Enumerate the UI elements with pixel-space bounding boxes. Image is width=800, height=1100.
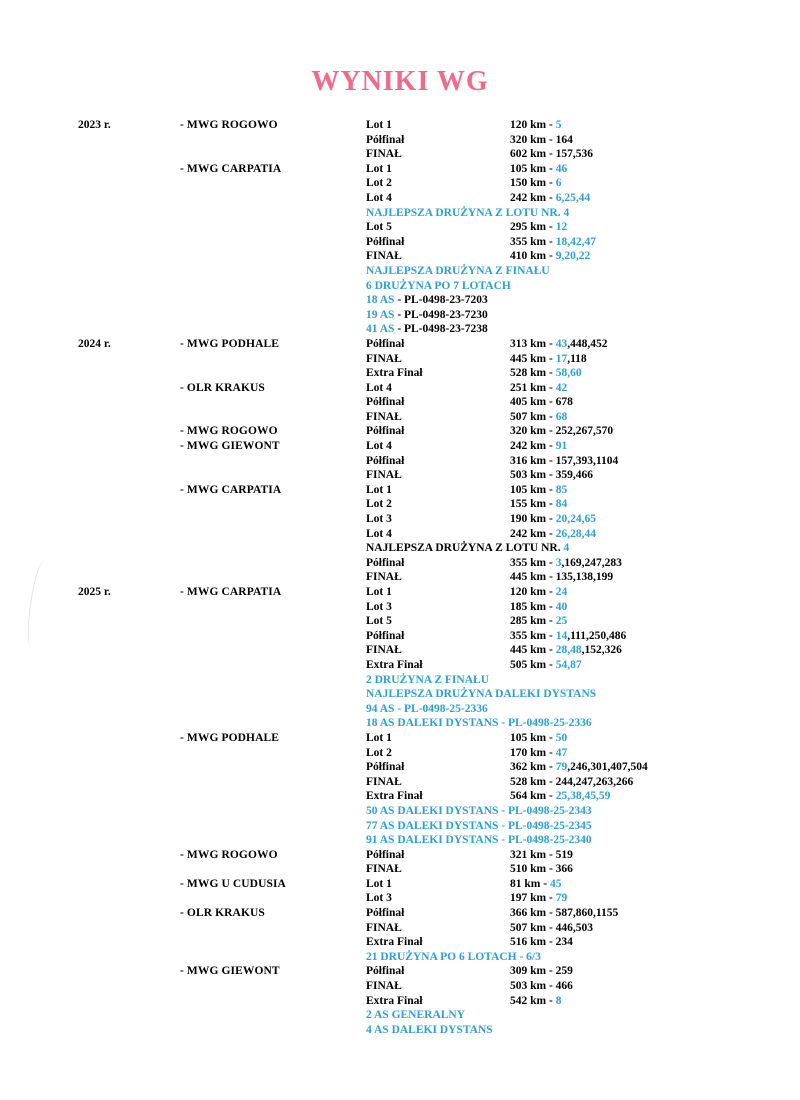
flight-label: Extra Finał xyxy=(366,994,423,1007)
result-prefix: 105 km - xyxy=(510,731,556,744)
result-row xyxy=(78,249,780,264)
result-value xyxy=(510,556,780,571)
flight-label: FINAŁ xyxy=(366,250,402,263)
club-label: - MWG CARPATIA xyxy=(180,483,282,496)
result-prefix: 197 km - xyxy=(510,892,556,905)
result-value xyxy=(510,862,780,877)
highlight-note: NAJLEPSZA DRUŻYNA Z FINAŁU xyxy=(366,264,550,277)
result-prefix: 503 km - 466 xyxy=(510,980,573,993)
flight-label: FINAŁ xyxy=(366,775,402,788)
result-prefix: 516 km - 234 xyxy=(510,936,573,949)
year-label: 2023 r. xyxy=(78,119,111,131)
result-row xyxy=(78,891,780,906)
result-prefix: 503 km - 359,466 xyxy=(510,469,594,482)
result-value xyxy=(510,366,780,381)
flight-label: Lot 2 xyxy=(366,498,392,511)
result-row xyxy=(78,702,780,717)
flight-label: Lot 1 xyxy=(366,586,392,598)
flight-label: Extra Finał xyxy=(366,936,423,949)
result-prefix: 505 km - xyxy=(510,658,556,671)
result-highlight: 58,60 xyxy=(555,367,582,380)
result-highlight: 85 xyxy=(555,483,568,496)
flight-label: Półfinał xyxy=(366,425,405,438)
flight-label: Półfinał xyxy=(366,396,405,409)
flight-label: Lot 1 xyxy=(366,877,392,890)
club-label: - MWG GIEWONT xyxy=(180,440,280,453)
result-suffix: ,111,250,486 xyxy=(567,629,627,642)
result-suffix: ,169,247,283 xyxy=(561,556,622,569)
result-value xyxy=(510,220,780,235)
result-prefix: 190 km - xyxy=(510,513,556,526)
result-row xyxy=(78,775,780,790)
result-row xyxy=(78,176,780,191)
result-row xyxy=(78,381,780,396)
flight-label: Półfinał xyxy=(366,337,405,350)
result-prefix: 120 km - xyxy=(510,119,556,131)
result-row xyxy=(78,483,780,498)
result-highlight: 40 xyxy=(555,600,568,613)
result-row xyxy=(78,614,780,629)
result-value xyxy=(510,527,780,542)
result-value xyxy=(510,162,780,177)
result-row xyxy=(78,424,780,439)
result-highlight: 9,20,22 xyxy=(555,250,591,263)
result-value xyxy=(510,439,780,454)
note-text-part: - PL-0498-23-7230 xyxy=(394,308,488,321)
result-prefix: 410 km - xyxy=(510,250,556,263)
result-row xyxy=(78,366,780,381)
result-row xyxy=(78,133,780,148)
club-label: - OLR KRAKUS xyxy=(180,381,265,394)
result-row xyxy=(78,556,780,571)
result-highlight: 14 xyxy=(555,629,568,642)
flight-label: Półfinał xyxy=(366,629,405,642)
flight-label: Półfinał xyxy=(366,454,405,467)
result-highlight: 54,87 xyxy=(555,658,582,671)
result-value xyxy=(510,643,780,658)
result-prefix: 445 km - xyxy=(510,352,556,365)
flight-label: Półfinał xyxy=(366,761,405,774)
result-value xyxy=(510,614,780,629)
result-row xyxy=(78,1023,780,1038)
result-prefix: 355 km - xyxy=(510,556,556,569)
result-value xyxy=(510,789,780,804)
result-highlight: 17 xyxy=(555,352,568,365)
highlight-note: 2 AS GENERALNY xyxy=(366,1009,466,1022)
result-prefix: 309 km - 259 xyxy=(510,965,573,978)
result-highlight: 8 xyxy=(555,994,562,1007)
result-row xyxy=(78,570,780,585)
result-row xyxy=(78,600,780,615)
highlight-note xyxy=(366,322,780,337)
result-value xyxy=(510,629,780,644)
result-row xyxy=(78,643,780,658)
result-value xyxy=(510,352,780,367)
highlight-note: NAJLEPSZA DRUŻYNA Z LOTU NR. 4 xyxy=(366,206,570,219)
result-row xyxy=(78,118,780,133)
highlight-note: 91 AS DALEKI DYSTANS - PL-0498-25-2340 xyxy=(366,834,592,847)
club-label: - MWG CARPATIA xyxy=(180,586,282,598)
result-value xyxy=(510,395,780,410)
result-prefix: 355 km - xyxy=(510,235,556,248)
highlight-note xyxy=(366,308,780,323)
result-value xyxy=(510,921,780,936)
result-row xyxy=(78,527,780,542)
result-value xyxy=(510,468,780,483)
highlight-note xyxy=(366,293,780,308)
flight-label: Półfinał xyxy=(366,556,405,569)
club-label: - OLR KRAKUS xyxy=(180,907,265,920)
result-row xyxy=(78,454,780,469)
result-highlight: 25,38,45,59 xyxy=(555,790,611,803)
flight-label: Lot 2 xyxy=(366,177,392,190)
result-value xyxy=(510,410,780,425)
result-highlight: 24 xyxy=(555,586,568,598)
result-row xyxy=(78,395,780,410)
flight-label: Lot 1 xyxy=(366,731,392,744)
result-value xyxy=(510,176,780,191)
club-label: - MWG ROGOWO xyxy=(180,119,278,131)
result-prefix: 316 km - 157,393,1104 xyxy=(510,454,619,467)
result-prefix: 320 km - 164 xyxy=(510,133,573,146)
flight-label: FINAŁ xyxy=(366,469,402,482)
result-value xyxy=(510,775,780,790)
result-suffix: ,118 xyxy=(567,352,587,365)
result-row xyxy=(78,979,780,994)
flight-label: Lot 3 xyxy=(366,513,392,526)
result-value xyxy=(510,848,780,863)
result-row xyxy=(78,760,780,775)
result-prefix: 445 km - 135,138,199 xyxy=(510,571,614,584)
result-prefix: 120 km - xyxy=(510,586,556,598)
result-row xyxy=(78,308,780,323)
result-highlight: 6,25,44 xyxy=(555,191,591,204)
result-value xyxy=(510,147,780,162)
club-label: - MWG PODHALE xyxy=(180,337,280,350)
result-row xyxy=(78,352,780,367)
result-prefix: 170 km - xyxy=(510,746,556,759)
flight-label: FINAŁ xyxy=(366,571,402,584)
result-prefix: 362 km - xyxy=(510,761,556,774)
flight-label: Lot 1 xyxy=(366,483,392,496)
result-prefix: 81 km - xyxy=(510,877,550,890)
result-row xyxy=(78,235,780,250)
result-highlight: 6 xyxy=(555,177,562,190)
highlight-note: NAJLEPSZA DRUŻYNA DALEKI DYSTANS xyxy=(366,688,597,701)
result-highlight: 12 xyxy=(555,221,568,234)
result-row xyxy=(78,1008,780,1023)
result-value xyxy=(510,964,780,979)
result-prefix: 602 km - 157,536 xyxy=(510,148,594,161)
result-value xyxy=(510,235,780,250)
result-prefix: 528 km - 244,247,263,266 xyxy=(510,775,634,788)
flight-label: FINAŁ xyxy=(366,352,402,365)
result-prefix: 542 km - xyxy=(510,994,556,1007)
result-row xyxy=(78,804,780,819)
result-prefix: 105 km - xyxy=(510,483,556,496)
note-text-part: - PL-0498-23-7238 xyxy=(394,323,488,336)
flight-label: Lot 1 xyxy=(366,119,392,131)
result-prefix: 251 km - xyxy=(510,381,556,394)
club-label: - MWG PODHALE xyxy=(180,731,280,744)
result-value xyxy=(510,600,780,615)
club-label: - MWG CARPATIA xyxy=(180,162,282,175)
note-highlight-part: 18 AS xyxy=(366,294,395,307)
result-suffix: ,152,326 xyxy=(581,644,622,657)
flight-label: Extra Finał xyxy=(366,658,423,671)
flight-label: FINAŁ xyxy=(366,980,402,993)
result-row xyxy=(78,921,780,936)
note-highlight-part: 19 AS xyxy=(366,308,395,321)
result-value xyxy=(510,570,780,585)
flight-label: Lot 1 xyxy=(366,162,392,175)
flight-label: Półfinał xyxy=(366,235,405,248)
flight-label: Extra Finał xyxy=(366,367,423,380)
result-value xyxy=(510,191,780,206)
result-row xyxy=(78,220,780,235)
result-value xyxy=(510,512,780,527)
result-value xyxy=(510,979,780,994)
result-row xyxy=(78,746,780,761)
result-row xyxy=(78,410,780,425)
note-text-part: NAJLEPSZA DRUŻYNA Z LOTU NR. xyxy=(366,542,564,555)
highlight-note: 21 DRUŻYNA PO 6 LOTACH - 6/3 xyxy=(366,950,541,963)
result-prefix: 285 km - xyxy=(510,615,556,628)
result-row xyxy=(78,162,780,177)
result-row xyxy=(78,147,780,162)
result-row xyxy=(78,468,780,483)
highlight-note: 94 AS - PL-0498-25-2336 xyxy=(366,702,488,715)
result-value xyxy=(510,877,780,892)
result-row xyxy=(78,731,780,746)
result-row xyxy=(78,541,780,556)
result-value xyxy=(510,483,780,498)
result-prefix: 405 km - 678 xyxy=(510,396,573,409)
result-row xyxy=(78,585,780,600)
result-highlight: 42 xyxy=(555,381,568,394)
result-prefix: 242 km - xyxy=(510,527,556,540)
result-highlight: 50 xyxy=(555,731,568,744)
result-row xyxy=(78,950,780,965)
flight-label: Extra Finał xyxy=(366,790,423,803)
result-prefix: 445 km - xyxy=(510,644,556,657)
club-label: - MWG GIEWONT xyxy=(180,965,280,978)
result-value xyxy=(510,935,780,950)
result-highlight: 79 xyxy=(555,761,568,774)
note-highlight-part: 41 AS xyxy=(366,323,395,336)
highlight-note: 50 AS DALEKI DYSTANS - PL-0498-25-2343 xyxy=(366,804,592,817)
result-row xyxy=(78,191,780,206)
result-value xyxy=(510,585,780,600)
result-row xyxy=(78,673,780,688)
flight-label: Lot 4 xyxy=(366,527,392,540)
result-row xyxy=(78,848,780,863)
flight-label: FINAŁ xyxy=(366,644,402,657)
result-highlight: 25 xyxy=(555,615,568,628)
result-highlight: 84 xyxy=(555,498,568,511)
result-row xyxy=(78,862,780,877)
result-value xyxy=(510,249,780,264)
result-highlight: 26,28,44 xyxy=(555,527,596,540)
result-row xyxy=(78,279,780,294)
result-prefix: 366 km - 587,860,1155 xyxy=(510,907,619,920)
result-row xyxy=(78,789,780,804)
result-row xyxy=(78,293,780,308)
result-highlight: 46 xyxy=(555,162,568,175)
result-prefix: 150 km - xyxy=(510,177,556,190)
highlight-note xyxy=(366,541,780,556)
note-highlight-part: 4 xyxy=(563,542,570,555)
year-label: 2024 r. xyxy=(78,337,111,350)
flight-label: Półfinał xyxy=(366,848,405,861)
result-suffix: ,448,452 xyxy=(567,337,608,350)
result-highlight: 20,24,65 xyxy=(555,513,596,526)
result-prefix: 507 km - xyxy=(510,410,556,423)
result-value xyxy=(510,381,780,396)
result-row xyxy=(78,322,780,337)
result-highlight: 5 xyxy=(555,119,562,131)
result-highlight: 43 xyxy=(555,337,568,350)
result-highlight: 45 xyxy=(549,877,562,890)
highlight-note: 77 AS DALEKI DYSTANS - PL-0498-25-2345 xyxy=(366,819,592,832)
highlight-note: 18 AS DALEKI DYSTANS - PL-0498-25-2336 xyxy=(366,717,592,730)
result-prefix: 564 km - xyxy=(510,790,556,803)
year-label: 2025 r. xyxy=(78,586,111,598)
result-prefix: 355 km - xyxy=(510,629,556,642)
result-row xyxy=(78,994,780,1009)
result-row xyxy=(78,877,780,892)
result-value xyxy=(510,760,780,775)
result-row xyxy=(78,264,780,279)
result-row xyxy=(78,206,780,221)
flight-label: Lot 5 xyxy=(366,221,392,234)
note-text-part: - PL-0498-23-7203 xyxy=(394,294,488,307)
result-value xyxy=(510,454,780,469)
result-prefix: 242 km - xyxy=(510,440,556,453)
result-row xyxy=(78,935,780,950)
result-suffix: ,246,301,407,504 xyxy=(567,761,648,774)
result-highlight: 47 xyxy=(555,746,568,759)
flight-label: Półfinał xyxy=(366,965,405,978)
flight-label: Lot 3 xyxy=(366,600,392,613)
flight-label: FINAŁ xyxy=(366,148,402,161)
result-row xyxy=(78,497,780,512)
flight-label: FINAŁ xyxy=(366,863,402,876)
result-value xyxy=(510,731,780,746)
result-value xyxy=(510,133,780,148)
result-prefix: 185 km - xyxy=(510,600,556,613)
result-prefix: 295 km - xyxy=(510,221,556,234)
result-value xyxy=(510,906,780,921)
result-prefix: 155 km - xyxy=(510,498,556,511)
result-row xyxy=(78,337,780,352)
result-value xyxy=(510,994,780,1009)
result-value xyxy=(510,337,780,352)
flight-label: Lot 4 xyxy=(366,191,392,204)
result-prefix: 507 km - 446,503 xyxy=(510,921,594,934)
result-row xyxy=(78,906,780,921)
result-row xyxy=(78,629,780,644)
result-prefix: 528 km - xyxy=(510,367,556,380)
flight-label: Lot 5 xyxy=(366,615,392,628)
highlight-note: 6 DRUŻYNA PO 7 LOTACH xyxy=(366,279,511,292)
result-value xyxy=(510,891,780,906)
result-row xyxy=(78,819,780,834)
result-row xyxy=(78,833,780,848)
result-highlight: 68 xyxy=(555,410,568,423)
highlight-note: 2 DRUŻYNA Z FINAŁU xyxy=(366,673,489,686)
flight-label: Lot 4 xyxy=(366,381,392,394)
club-label: - MWG ROGOWO xyxy=(180,425,278,438)
page-title: WYNIKI WG xyxy=(311,66,489,97)
result-row xyxy=(78,716,780,731)
result-value xyxy=(510,746,780,761)
flight-label: FINAŁ xyxy=(366,410,402,423)
result-row xyxy=(78,512,780,527)
result-value xyxy=(510,497,780,512)
flight-label: FINAŁ xyxy=(366,921,402,934)
club-label: - MWG ROGOWO xyxy=(180,848,278,861)
result-value xyxy=(510,424,780,439)
flight-label: Lot 4 xyxy=(366,440,392,453)
flight-label: Półfinał xyxy=(366,133,405,146)
result-row xyxy=(78,964,780,979)
result-prefix: 242 km - xyxy=(510,191,556,204)
results-list xyxy=(0,118,800,1037)
result-row xyxy=(78,687,780,702)
result-row xyxy=(78,439,780,454)
result-prefix: 105 km - xyxy=(510,162,556,175)
result-row xyxy=(78,658,780,673)
club-label: - MWG U CUDUSIA xyxy=(180,877,286,890)
result-prefix: 313 km - xyxy=(510,337,556,350)
result-value xyxy=(510,118,780,133)
flight-label: Lot 2 xyxy=(366,746,392,759)
result-prefix: 320 km - 252,267,570 xyxy=(510,425,614,438)
result-value xyxy=(510,658,780,673)
result-prefix: 321 km - 519 xyxy=(510,848,573,861)
result-highlight: 18,42,47 xyxy=(555,235,596,248)
flight-label: Lot 3 xyxy=(366,892,392,905)
highlight-note: 4 AS DALEKI DYSTANS xyxy=(366,1023,493,1036)
result-highlight: 3 xyxy=(555,556,562,569)
result-prefix: 510 km - 366 xyxy=(510,863,573,876)
flight-label: Półfinał xyxy=(366,907,405,920)
result-highlight: 91 xyxy=(555,440,568,453)
result-highlight: 28,48 xyxy=(555,644,582,657)
result-highlight: 79 xyxy=(555,892,568,905)
